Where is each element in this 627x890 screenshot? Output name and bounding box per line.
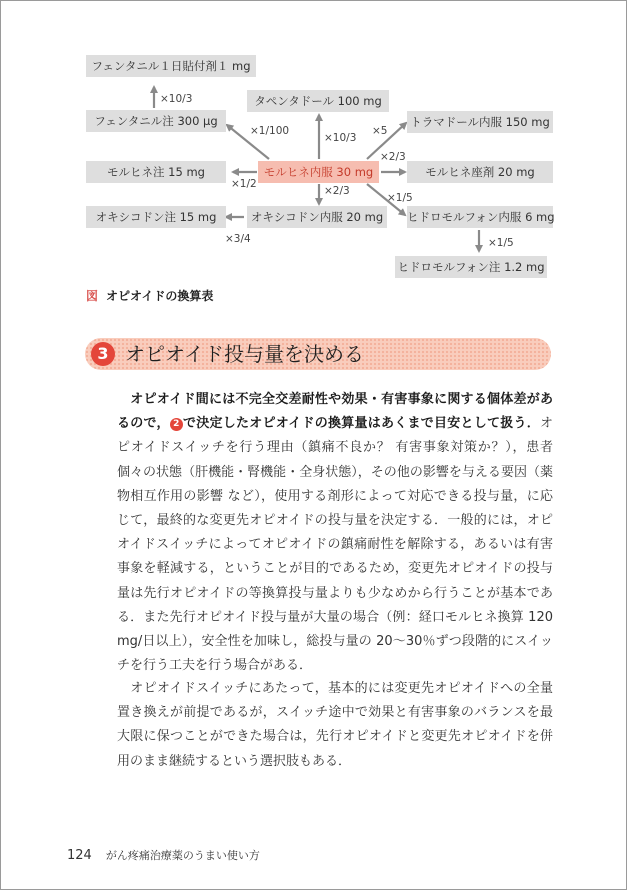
lead-text-a: オピオイド間には不完全交差耐性や効果・有害事象に関する個体差があるので， [117,392,553,432]
section-heading [85,338,551,370]
paragraph-2 [117,677,553,774]
paragraph-1 [117,388,553,678]
figure-title: オピオイドの換算表 [106,289,214,303]
section-number-badge: 3 [91,342,115,366]
factor-morphine-supp: ×2/3 [380,151,406,163]
node-hydromorphone-oral: ヒドロモルフォン内服 6 mg [407,206,553,228]
node-oxycodone-inj: オキシコドン注 15 mg [86,206,226,228]
paragraph-1-body: オピオイドスイッチを行う理由（鎮痛不良か？ 有害事象対策か？），患者個々の状態（肝機能・腎機能・全身状態），その他の影響を与える要因（薬物相互作用の影響 など），使用する剤形によって対応できる投与量，に応じて，最終的な変更先オピオイドの投与量を決定する．一般的には，オピオイドスイッチによってオピオイドの鎮痛耐性を解除する，あるいは有害事象を軽減する，ということが目的であるため，変更先オピオイドの投与量は先行オピオイドの等換算投与量よりも少なめから行うことが基本である．また先行オピオイド投与量が大量の場合（例：経口モルヒネ換算 120 mg/日以上），安全性を加味し，総投与量の 20〜30％ずつ段階的にスイッチを行う工夫を行う場合がある． [117,416,553,674]
node-tramadol: トラマドール内服 150 mg [407,111,553,133]
factor-tramadol: ×5 [372,125,388,137]
node-fentanyl-patch: フェンタニル１日貼付剤１ mg [86,55,256,77]
paragraph-2-body: オピオイドスイッチにあたって，基本的には変更先オピオイドへの全量置き換えが前提であるが，スイッチ途中で効果と有害事象のバランスを最大限に保つことができた場合は，先行オピオイドと変更先オピオイドを併用のまま継続するという選択肢もある． [117,681,553,769]
section-ref-badge: 2 [170,418,183,431]
paragraph-1-lead [117,392,553,431]
factor-oxycodone-oral: ×2/3 [324,185,350,197]
section-title: オピオイド投与量を決める [125,342,364,366]
figure-label: 図 [86,289,99,303]
node-hydromorphone-inj: ヒドロモルフォン注 1.2 mg [395,256,547,278]
factor-morphine-inj: ×1/2 [231,178,257,190]
lead-text-b: で決定したオピオイドの換算量はあくまで目安として扱う． [182,416,540,432]
page-number: 124 [67,848,92,863]
factor-hydromorphone-oral: ×1/5 [387,192,413,204]
node-tapentadol: タペンタドール 100 mg [247,90,389,112]
factor-tapentadol: ×10/3 [324,132,357,144]
factor-oxycodone-inj: ×3/4 [225,233,251,245]
node-morphine-supp: モルヒネ座剤 20 mg [407,161,553,183]
factor-fentanyl-inj: ×1/100 [250,125,290,137]
factor-hydromorphone-inj: ×1/5 [488,237,514,249]
node-fentanyl-inj: フェンタニル注 300 μg [86,110,226,132]
node-oxycodone-oral: オキシコドン内服 20 mg [247,206,387,228]
node-morphine-oral: モルヒネ内服 30 mg [258,161,379,183]
figure-caption [86,287,213,304]
running-title: がん疼痛治療薬のうまい使い方 [105,849,260,862]
factor-fentanyl-patch: ×10/3 [160,93,193,105]
page-footer [67,847,260,863]
node-morphine-inj: モルヒネ注 15 mg [86,161,226,183]
